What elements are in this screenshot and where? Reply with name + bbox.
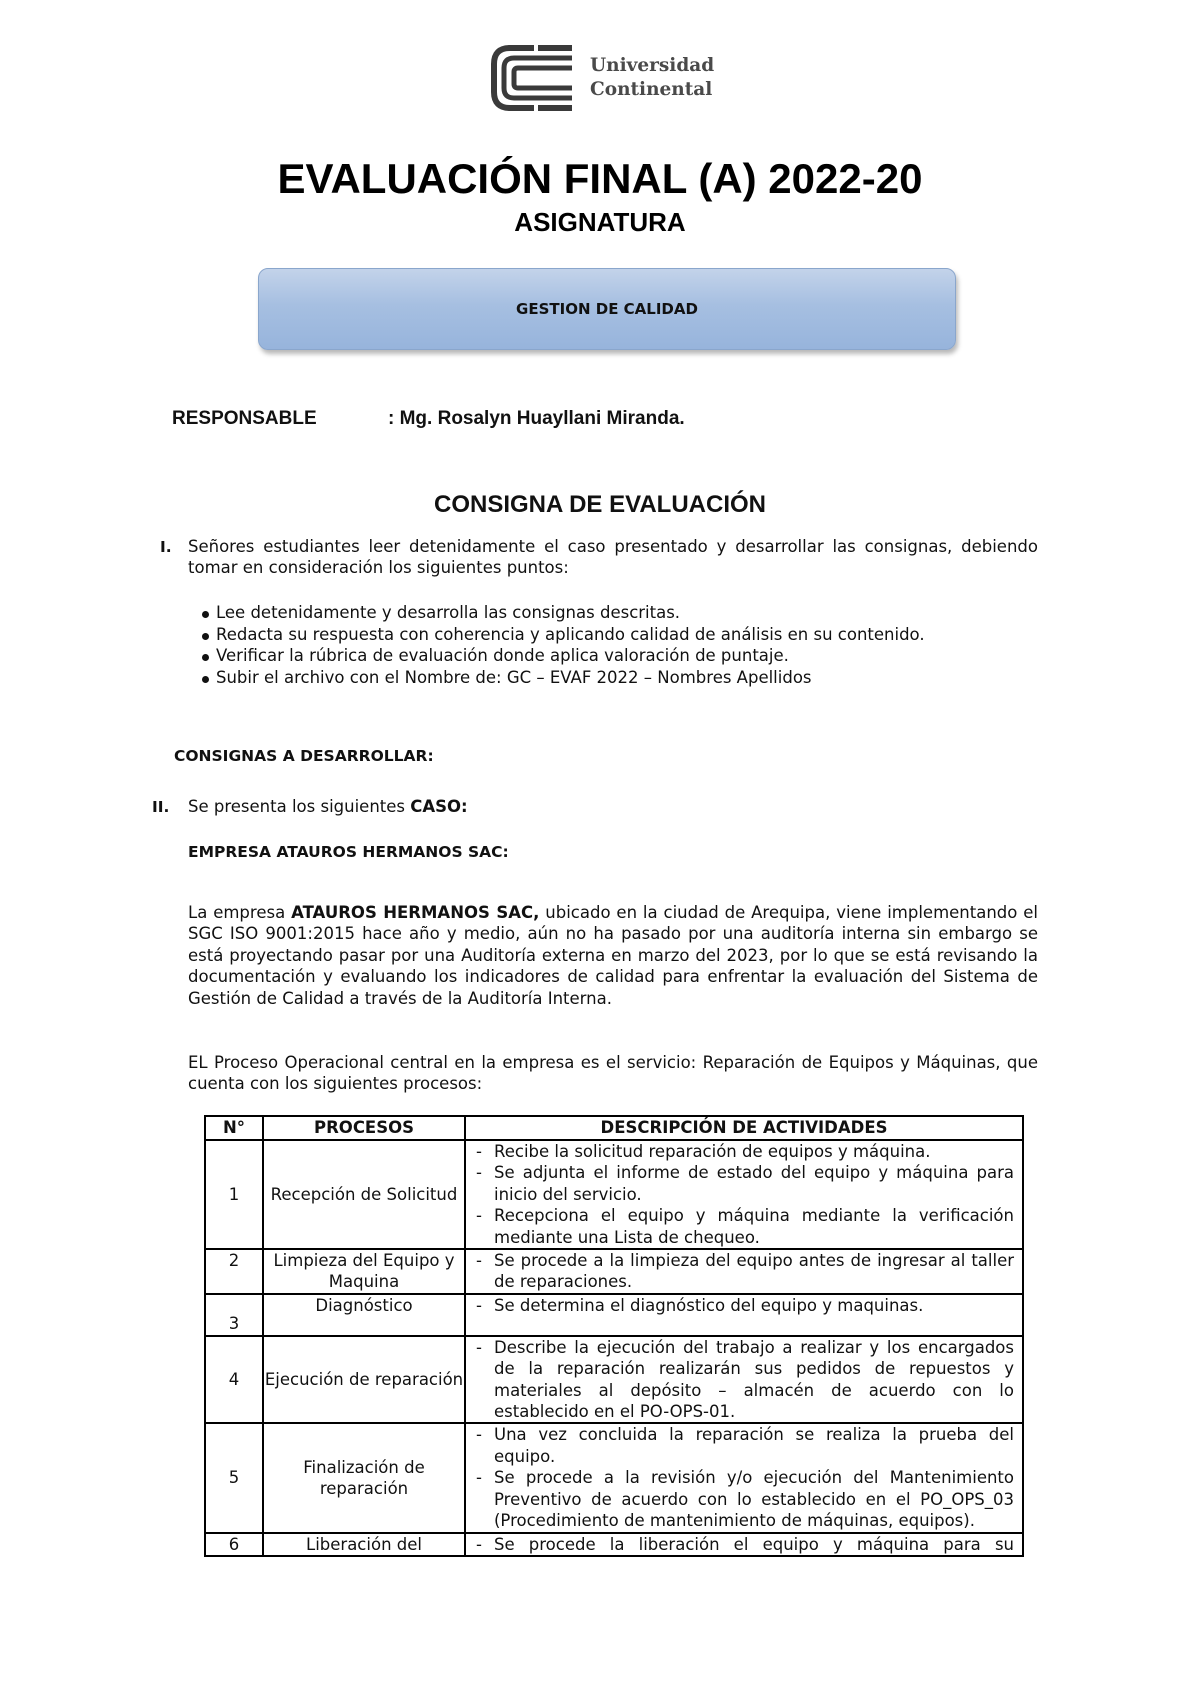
row-number: 2	[205, 1249, 263, 1294]
case-paragraph-1	[188, 902, 1038, 1009]
section-2-numeral: II.	[152, 798, 170, 816]
activity-item: - Una vez concluida la reparación se realiza la prueba del equipo.	[466, 1424, 1014, 1467]
consignas-heading: CONSIGNAS A DESARROLLAR:	[174, 747, 434, 765]
row-activities	[465, 1294, 1023, 1336]
section-1-numeral: I.	[160, 538, 172, 556]
row-number: 5	[205, 1423, 263, 1532]
row-process: Diagnóstico	[263, 1294, 465, 1336]
row-number: 6	[205, 1533, 263, 1556]
row-process: Finalización de reparación	[263, 1423, 465, 1532]
activity-item: - Se procede a la limpieza del equipo antes de ingresar al taller de reparaciones.	[466, 1250, 1014, 1293]
activity-item: - Se adjunta el informe de estado del equipo y máquina para inicio del servicio.	[466, 1162, 1014, 1205]
row-activities	[465, 1423, 1023, 1532]
case-paragraph-2: EL Proceso Operacional central en la empresa es el servicio: Reparación de Equipos y Máquinas, que cuenta con los siguientes procesos:	[188, 1053, 1038, 1094]
table-row	[205, 1140, 1023, 1249]
case-p1-company: ATAUROS HERMANOS SAC,	[291, 903, 540, 922]
university-logo	[488, 44, 728, 112]
row-activities	[465, 1533, 1023, 1556]
row-number: 3	[205, 1294, 263, 1336]
list-item: Verificar la rúbrica de evaluación donde aplica valoración de puntaje.	[200, 645, 1020, 667]
activity-item: - Se determina el diagnóstico del equipo y maquinas.	[466, 1295, 1014, 1316]
logo-line-1: Universidad	[590, 55, 715, 76]
table-row	[205, 1533, 1023, 1556]
activity-item: - Se procede a la revisión y/o ejecución del Mantenimiento Preventivo de acuerdo con lo establecido en el PO_OPS_03 (Procedimiento de mantenimiento de máquinas, equipos).	[466, 1467, 1014, 1531]
list-item: Redacta su respuesta con coherencia y aplicando calidad de análisis en su contenido.	[200, 624, 1020, 646]
page-subtitle: ASIGNATURA	[514, 207, 686, 237]
section-2-intro-bold: CASO:	[410, 797, 468, 816]
page-title: EVALUACIÓN FINAL (A) 2022-20	[277, 155, 923, 202]
course-banner: GESTION DE CALIDAD	[258, 268, 956, 350]
section-2-intro-text: Se presenta los siguientes	[188, 797, 405, 816]
row-process: Liberación del	[263, 1533, 465, 1556]
table-row	[205, 1423, 1023, 1532]
table-header-row	[205, 1116, 1023, 1140]
case-p1-pre: La empresa	[188, 903, 286, 922]
list-item: Lee detenidamente y desarrolla las consignas descritas.	[200, 602, 1020, 624]
section-1-text: Señores estudiantes leer detenidamente el caso presentado y desarrollar las consignas, debiendo tomar en consideración los siguientes puntos:	[188, 537, 1038, 578]
activity-item: - Describe la ejecución del trabajo a realizar y los encargados de la reparación realizarán sus pedidos de repuestos y materiales al depósito – almacén de acuerdo con lo establecido en el PO-OPS-01.	[466, 1337, 1014, 1423]
consigna-title: CONSIGNA DE EVALUACIÓN	[433, 491, 766, 518]
company-heading: EMPRESA ATAUROS HERMANOS SAC:	[188, 843, 509, 861]
row-number: 4	[205, 1336, 263, 1424]
table-row	[205, 1294, 1023, 1336]
responsable-value: : Mg. Rosalyn Huayllani Miranda.	[388, 408, 685, 429]
activity-item: - Se procede la liberación el equipo y máquina para su	[466, 1534, 1014, 1555]
row-activities	[465, 1140, 1023, 1249]
section-2-intro	[188, 796, 1038, 817]
table-row	[205, 1249, 1023, 1294]
logo-text	[590, 54, 714, 102]
row-process: Ejecución de reparación	[263, 1336, 465, 1424]
logo-line-2: Continental	[590, 79, 713, 100]
row-process: Limpieza del Equipo y Maquina	[263, 1249, 465, 1294]
processes-table	[204, 1115, 1024, 1557]
case-p1-post: ubicado en la ciudad de Arequipa, viene implementando el SGC ISO 9001:2015 hace año y medio, aún no ha pasado por una auditoría interna sin embargo se está proyectando pasar por una Auditoría externa en marzo del 2023, por lo que se está revisando la documentación y evaluando los indicadores de calidad para enfrentar la evaluación del Sistema de Gestión de Calidad a través de la Auditoría Interna.	[188, 903, 1039, 1008]
table-row	[205, 1336, 1023, 1424]
header-actividades: DESCRIPCIÓN DE ACTIVIDADES	[465, 1116, 1023, 1140]
header-n: N°	[205, 1116, 263, 1140]
row-activities	[465, 1249, 1023, 1294]
instructions-list	[200, 602, 1020, 688]
responsable-label: RESPONSABLE	[172, 408, 317, 429]
activity-item: - Recepciona el equipo y máquina mediante la verificación mediante una Lista de chequeo.	[466, 1205, 1014, 1248]
list-item: Subir el archivo con el Nombre de: GC – EVAF 2022 – Nombres Apellidos	[200, 667, 1020, 689]
row-process: Recepción de Solicitud	[263, 1140, 465, 1249]
header-procesos: PROCESOS	[263, 1116, 465, 1140]
row-number: 1	[205, 1140, 263, 1249]
activity-item: - Recibe la solicitud reparación de equipos y máquina.	[466, 1141, 1014, 1162]
uc-logo-icon	[488, 44, 580, 112]
row-activities	[465, 1336, 1023, 1424]
